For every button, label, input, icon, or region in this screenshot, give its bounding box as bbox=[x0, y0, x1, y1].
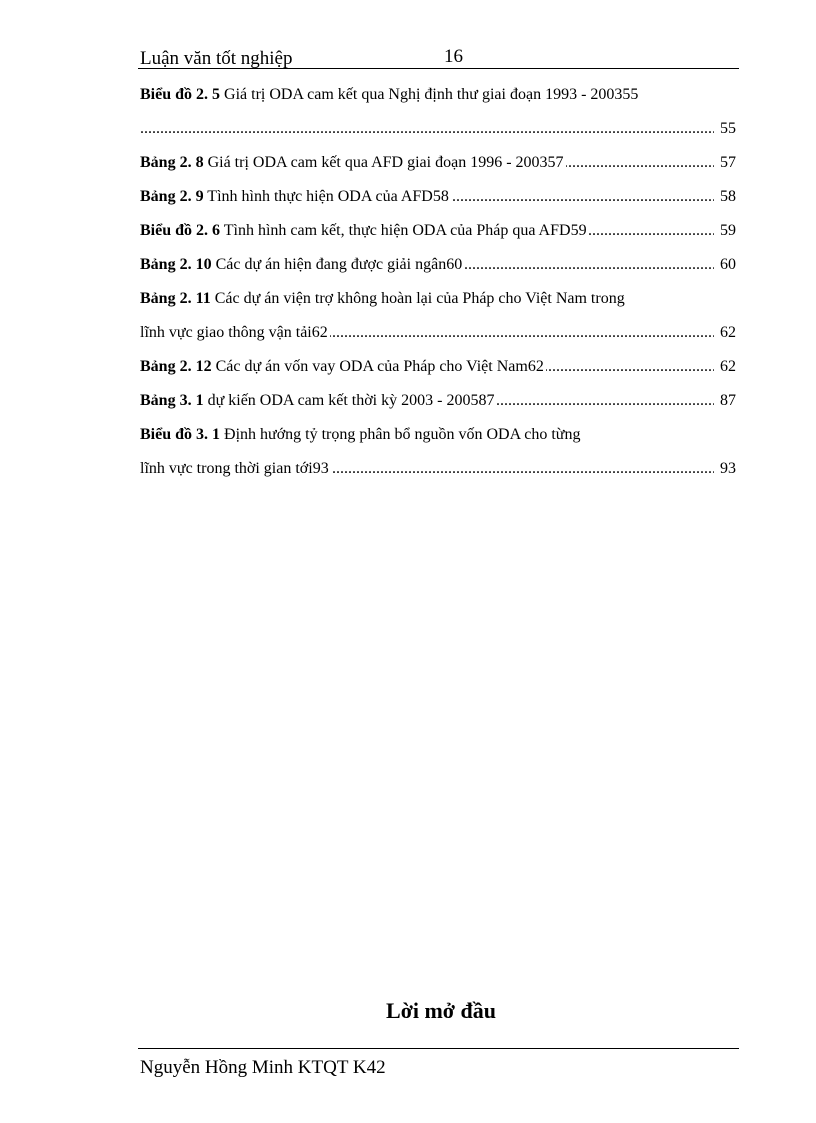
toc-entry-page: 60 bbox=[720, 256, 736, 273]
author-line: Nguyễn Hồng Minh KTQT K42 bbox=[140, 1057, 386, 1078]
toc-entry-label: Bảng 2. 10 bbox=[140, 256, 212, 273]
toc-entry-text: lĩnh vực giao thông vận tải62 bbox=[140, 324, 328, 341]
toc-entry-page: 93 bbox=[720, 460, 736, 477]
toc-entry-label: Bảng 2. 12 bbox=[140, 358, 212, 375]
toc-entry[interactable] bbox=[140, 250, 736, 284]
toc-entry-page: 59 bbox=[720, 222, 736, 239]
toc-entry-text: Các dự án hiện đang được giải ngân60 bbox=[211, 256, 463, 273]
toc-entry-page: 62 bbox=[720, 358, 736, 375]
toc-entry[interactable] bbox=[140, 386, 736, 420]
toc-entry-page: 62 bbox=[720, 324, 736, 341]
toc-entry-continuation[interactable] bbox=[140, 114, 736, 148]
toc-entry[interactable] bbox=[140, 80, 736, 114]
toc-entry-label: Bảng 3. 1 bbox=[140, 392, 204, 409]
toc-entry-text: Các dự án vốn vay ODA của Pháp cho Việt Nam62 bbox=[211, 358, 544, 375]
document-title: Luận văn tốt nghiệp bbox=[140, 48, 293, 69]
toc-entry[interactable] bbox=[140, 352, 736, 386]
toc-entry-page: 87 bbox=[720, 392, 736, 409]
toc-entry-text: Tình hình thực hiện ODA của AFD58 bbox=[203, 188, 449, 205]
toc-entry-label: Bảng 2. 11 bbox=[140, 290, 211, 307]
toc-entry-label: Bảng 2. 9 bbox=[140, 188, 204, 205]
section-heading: Lời mở đầu bbox=[386, 998, 496, 1023]
toc-entry-text: dự kiến ODA cam kết thời kỳ 2003 - 200587 bbox=[203, 392, 495, 409]
toc-entry[interactable] bbox=[140, 284, 736, 318]
toc-entry-text: Giá trị ODA cam kết qua Nghị định thư giai đoạn 1993 - 200355 bbox=[220, 86, 639, 103]
toc-entry[interactable] bbox=[140, 420, 736, 454]
table-of-contents bbox=[140, 80, 736, 488]
toc-entry-continuation[interactable] bbox=[140, 318, 736, 352]
toc-entry-label: Biểu đồ 3. 1 bbox=[140, 426, 221, 443]
toc-entry[interactable] bbox=[140, 148, 736, 182]
toc-entry-continuation[interactable] bbox=[140, 454, 736, 488]
toc-entry-page: 55 bbox=[720, 120, 736, 137]
toc-entry-label: Bảng 2. 8 bbox=[140, 154, 204, 171]
page-header bbox=[138, 46, 739, 69]
toc-entry-label: Biểu đồ 2. 6 bbox=[140, 222, 221, 239]
toc-entry[interactable] bbox=[140, 216, 736, 250]
toc-entry-page: 58 bbox=[720, 188, 736, 205]
toc-entry-text: lĩnh vực trong thời gian tới93 bbox=[140, 460, 329, 477]
page-number: 16 bbox=[444, 46, 463, 67]
toc-entry-label: Biểu đồ 2. 5 bbox=[140, 86, 221, 103]
toc-entry-page: 57 bbox=[720, 154, 736, 171]
page-footer bbox=[138, 1048, 739, 1078]
leader-dots bbox=[140, 119, 714, 139]
toc-entry-text: Giá trị ODA cam kết qua AFD giai đoạn 1996 - 200357 bbox=[203, 154, 564, 171]
toc-entry-text: Tình hình cam kết, thực hiện ODA của Pháp qua AFD59 bbox=[220, 222, 587, 239]
toc-entry[interactable] bbox=[140, 182, 736, 216]
toc-entry-text: Các dự án viện trợ không hoàn lại của Pháp cho Việt Nam trong bbox=[210, 290, 625, 307]
toc-entry-text: Định hướng tỷ trọng phân bổ nguồn vốn ODA cho từng bbox=[220, 426, 581, 443]
